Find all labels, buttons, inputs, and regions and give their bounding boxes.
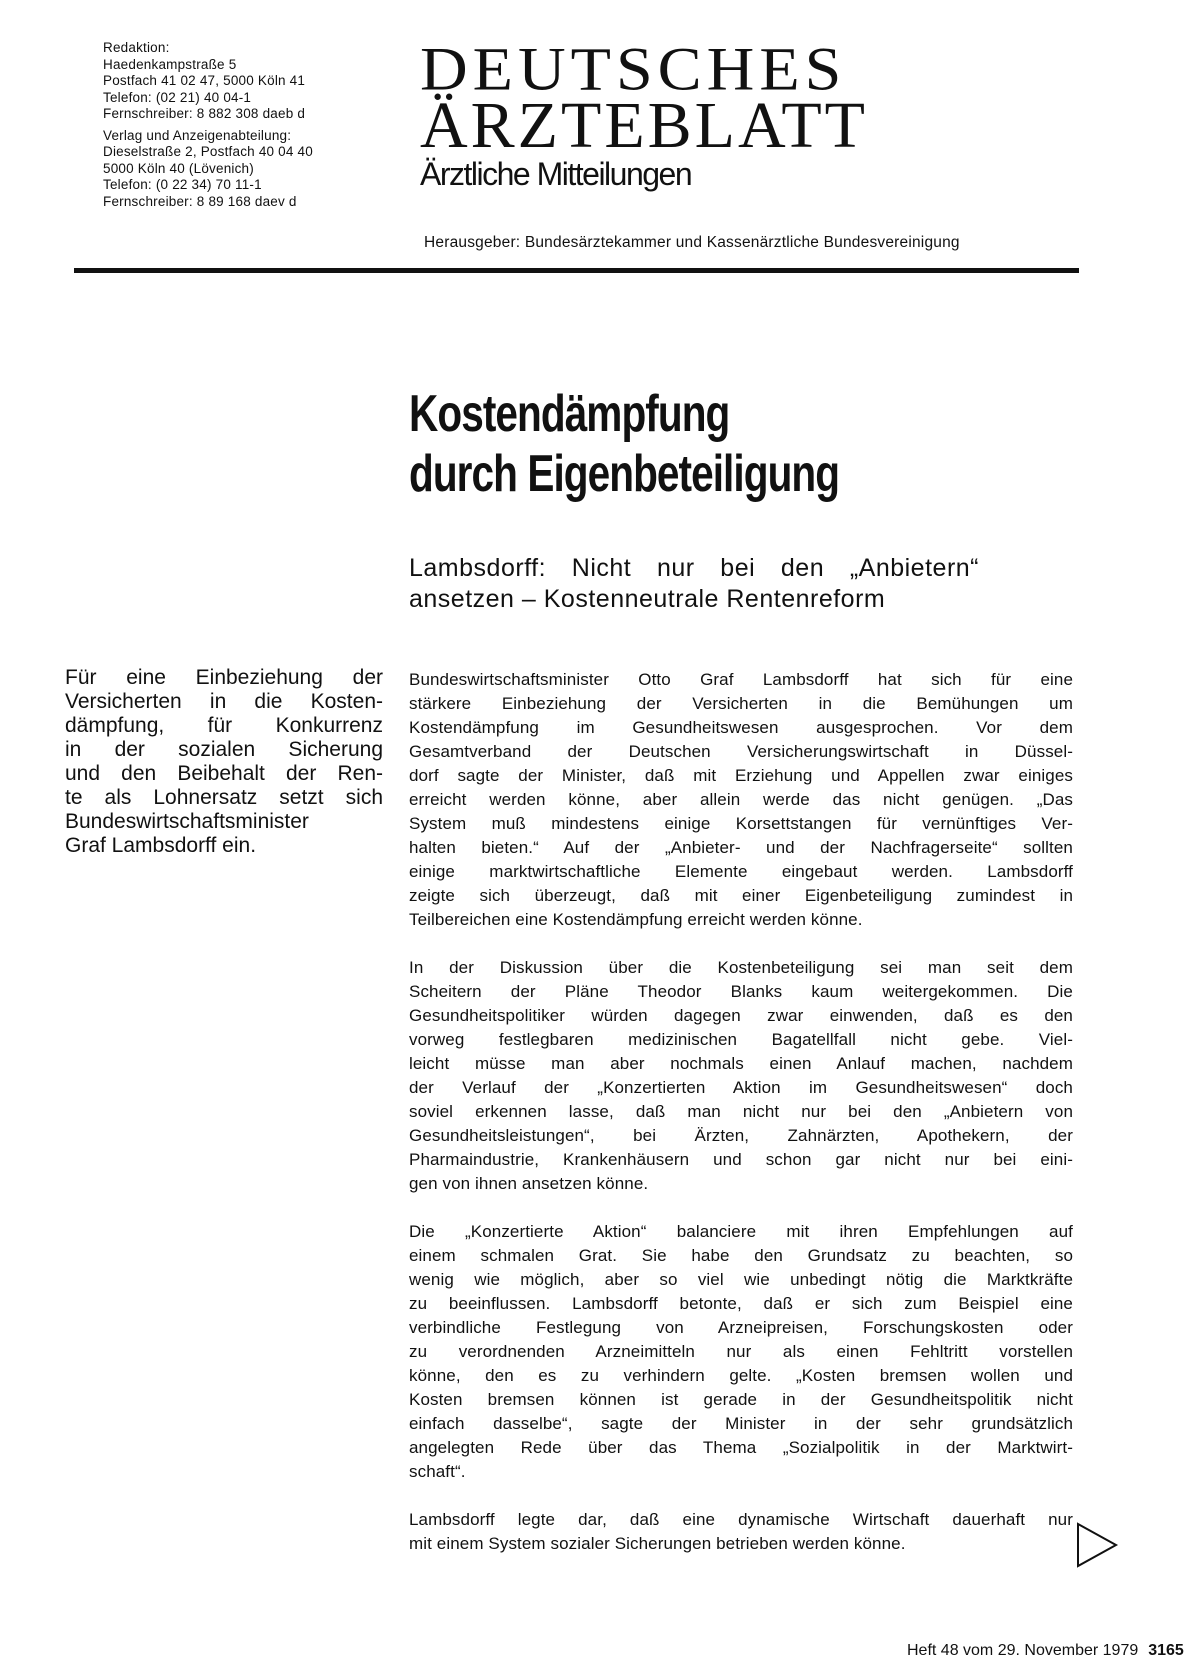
editorial-line: Postfach 41 02 47, 5000 Köln 41 (103, 73, 306, 88)
headline-line: Kostendämpfung (409, 385, 730, 443)
masthead-title-line1: DEUTSCHES (420, 35, 847, 104)
teaser-line: Bundeswirtschaftsminister (65, 810, 309, 833)
body-line: erreicht werden könne, aber allein werde das nicht genügen. „Das (409, 790, 1073, 809)
body-line: einem schmalen Grat. Sie habe den Grundsatz zu beachten, so (409, 1246, 1073, 1265)
body-line: dorf sagte der Minister, daß mit Erziehung und Appellen zwar einiges (409, 766, 1073, 785)
page-number: 3165 (1148, 1642, 1184, 1659)
body-line: schaft“. (409, 1462, 466, 1481)
teaser-line: in der sozialen Sicherung (65, 738, 383, 761)
body-line: soviel erkennen lasse, daß man nicht nur bei den „Anbietern von (409, 1102, 1073, 1121)
article-body (409, 668, 1073, 1580)
article-headline (409, 384, 839, 504)
page-footer (907, 1642, 1184, 1660)
body-line: Lambsdorff legte dar, daß eine dynamische Wirtschaft dauerhaft nur (409, 1510, 1073, 1529)
body-line: In der Diskussion über die Kostenbeteiligung sei man seit dem (409, 958, 1073, 977)
headline-line: durch Eigenbeteiligung (409, 445, 840, 503)
article-teaser (65, 666, 383, 858)
body-line: leicht müsse man aber nochmals einen Anlauf machen, nachdem (409, 1054, 1073, 1073)
publisher-line: Telefon: (0 22 34) 70 11-1 (103, 177, 262, 192)
body-line: Teilbereichen eine Kostendämpfung erreicht werden könne. (409, 910, 863, 929)
teaser-line: Graf Lambsdorff ein. (65, 834, 257, 857)
body-line: Pharmaindustrie, Krankenhäusern und schon gar nicht nur bei eini- (409, 1150, 1073, 1169)
editorial-line: Redaktion: (103, 40, 170, 55)
publisher-line: Dieselstraße 2, Postfach 40 04 40 (103, 144, 313, 159)
body-line: gen von ihnen ansetzen könne. (409, 1174, 649, 1193)
masthead-subtitle: Ärztliche Mitteilungen (420, 156, 692, 192)
body-line: zu beeinflussen. Lambsdorff betonte, daß er sich zum Beispiel eine (409, 1294, 1073, 1313)
body-line: einige marktwirtschaftliche Elemente eingebaut werden. Lambsdorff (409, 862, 1073, 881)
body-line: vorweg festlegbaren medizinischen Bagatellfall nicht gebe. Viel- (409, 1030, 1073, 1049)
contact-block (103, 40, 403, 210)
header-rule (74, 268, 1079, 273)
teaser-line: Für eine Einbeziehung der (65, 666, 383, 689)
editorial-address (103, 40, 403, 123)
issue-info: Heft 48 vom 29. November 1979 (907, 1642, 1139, 1659)
body-line: Gesundheitspolitiker würden dagegen zwar einwenden, daß es den (409, 1006, 1073, 1025)
masthead (420, 35, 1120, 192)
editorial-line: Fernschreiber: 8 882 308 daeb d (103, 106, 306, 121)
publisher-address (103, 128, 403, 211)
body-line: halten bieten.“ Auf der „Anbieter- und der Nachfragerseite“ sollten (409, 838, 1073, 857)
body-line: System muß mindestens einige Korsettstangen für vernünftiges Ver- (409, 814, 1073, 833)
masthead-title-line2: ÄRZTEBLATT (420, 89, 868, 162)
editorial-line: Telefon: (02 21) 40 04-1 (103, 89, 252, 105)
body-line: Scheitern der Pläne Theodor Blanks kaum weitergekommen. Die (409, 982, 1073, 1001)
body-line: mit einem System sozialer Sicherungen betrieben werden könne. (409, 1534, 906, 1553)
article-subheadline (409, 553, 979, 615)
body-line: Bundeswirtschaftsminister Otto Graf Lambsdorff hat sich für eine (409, 670, 1073, 689)
continued-arrow-icon (1076, 1522, 1118, 1568)
publisher-line: 5000 Köln 40 (Lövenich) (103, 160, 254, 176)
body-line: zu verordnenden Arzneimitteln nur als einen Fehltritt vorstellen (409, 1342, 1073, 1361)
body-line: Gesamtverband der Deutschen Versicherungswirtschaft in Düssel- (409, 742, 1073, 761)
teaser-line: te als Lohnersatz setzt sich (65, 786, 383, 809)
body-line: stärkere Einbeziehung der Versicherten in die Bemühungen um (409, 694, 1073, 713)
body-line: Gesundheitsleistungen“, bei Ärzten, Zahnärzten, Apothekern, der (409, 1126, 1073, 1145)
teaser-line: dämpfung, für Konkurrenz (65, 714, 383, 737)
body-line: Die „Konzertierte Aktion“ balanciere mit ihren Empfehlungen auf (409, 1222, 1073, 1241)
body-line: einfach dasselbe“, sagte der Minister in der sehr grundsätzlich (409, 1414, 1073, 1433)
body-paragraph-2 (409, 956, 1073, 1196)
editorial-line: Haedenkampstraße 5 (103, 56, 237, 72)
body-paragraph-1 (409, 668, 1073, 932)
teaser-line: Versicherten in die Kosten- (65, 690, 383, 713)
publisher-line: Verlag und Anzeigenabteilung: (103, 127, 292, 143)
body-line: verbindliche Festlegung von Arzneipreisen, Forschungskosten oder (409, 1318, 1073, 1337)
body-line: wenig wie möglich, aber so viel wie unbedingt nötig die Marktkräfte (409, 1270, 1073, 1289)
publisher-line: Fernschreiber: 8 89 168 daev d (103, 193, 297, 209)
subhead-line: Lambsdorff: Nicht nur bei den „Anbietern“ (409, 554, 979, 582)
body-line: Kosten bremsen können ist gerade in der Gesundheitspolitik nicht (409, 1390, 1073, 1409)
body-line: der Verlauf der „Konzertierten Aktion im Gesundheitswesen“ doch (409, 1078, 1073, 1097)
teaser-line: und den Beibehalt der Ren- (65, 762, 383, 785)
publisher-line: Herausgeber: Bundesärztekammer und Kassenärztliche Bundesvereinigung (424, 234, 960, 251)
body-line: Kostendämpfung im Gesundheitswesen ausgesprochen. Vor dem (409, 718, 1073, 737)
body-line: könne, den es zu verhindern gelte. „Kosten bremsen wollen und (409, 1366, 1073, 1385)
subhead-line: ansetzen – Kostenneutrale Rentenreform (409, 585, 886, 613)
body-paragraph-3 (409, 1220, 1073, 1484)
body-paragraph-4 (409, 1508, 1073, 1556)
body-line: zeigte sich überzeugt, daß mit einer Eigenbeteiligung zumindest in (409, 886, 1073, 905)
body-line: angelegten Rede über das Thema „Sozialpolitik in der Marktwirt- (409, 1438, 1073, 1457)
